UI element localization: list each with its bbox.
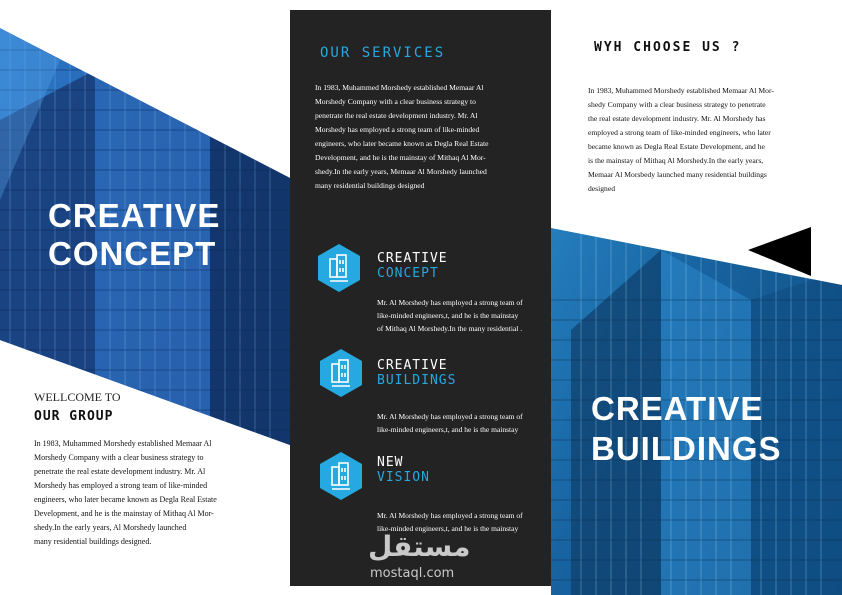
services-paragraph bbox=[315, 81, 540, 193]
mostaql-watermark-url: mostaql.com bbox=[370, 566, 455, 581]
welcome-label: WELLCOME TO bbox=[34, 390, 121, 404]
service-1-desc-line: of Mithaq Al Morshedy.In the many residential . bbox=[377, 324, 523, 333]
left-hero-line1: CREATIVE bbox=[48, 197, 221, 234]
service-1-desc bbox=[377, 296, 542, 335]
left-paragraph-line: Morshedy has employed a strong team of like-minded bbox=[34, 481, 208, 490]
building-hexagon-icon bbox=[318, 451, 364, 501]
right-paragraph-line: became known as Degla Real Estate Development, and he bbox=[588, 142, 765, 151]
right-paragraph-line: the real estate development industry. Mr. Al Morshedy has bbox=[588, 114, 766, 123]
right-paragraph-line: shedy Company with a clear business strategy to penetrate bbox=[588, 100, 766, 109]
left-paragraph bbox=[34, 437, 274, 549]
left-hero-title bbox=[48, 197, 220, 273]
services-paragraph-line: many residential buildings designed bbox=[315, 181, 425, 190]
service-2-desc-line: Mr. Al Morshedy has employed a strong team of bbox=[377, 412, 523, 421]
service-1-title-line2: CONCEPT bbox=[377, 266, 439, 281]
right-hero-line2: BUILDINGS bbox=[591, 430, 782, 467]
services-paragraph-line: engineers, who later became known as Degla Real Estate bbox=[315, 139, 489, 148]
service-1-desc-line: Mr. Al Morshedy has employed a strong team of bbox=[377, 298, 523, 307]
left-paragraph-line: many residential buildings designed. bbox=[34, 537, 152, 546]
service-1-title bbox=[377, 251, 448, 281]
service-3-title bbox=[377, 455, 430, 485]
service-1-title-line1: CREATIVE bbox=[377, 251, 448, 266]
services-paragraph-line: Development, and he is the mainstay of Mithaq Al Mor- bbox=[315, 153, 486, 162]
services-paragraph-line: Morshedy Company with a clear business strategy to bbox=[315, 97, 476, 106]
services-title: OUR SERVICES bbox=[320, 45, 446, 61]
service-1-desc-line: like-minded engineers,t, and he is the mainstay bbox=[377, 311, 519, 320]
mostaql-watermark-logo: مستقل bbox=[368, 530, 471, 563]
service-2-desc-line: like-minded engineers,t, and he is the mainstay bbox=[377, 425, 519, 434]
left-paragraph-line: shedy.In the early years, Al Morshedy launched bbox=[34, 523, 187, 532]
service-3-title-line1: NEW bbox=[377, 455, 404, 470]
building-hexagon-icon bbox=[316, 243, 362, 293]
right-paragraph-line: designed bbox=[588, 184, 615, 193]
service-2-title bbox=[377, 358, 456, 388]
left-paragraph-line: Development, and he is the mainstay of Mithaq Al Mor- bbox=[34, 509, 214, 518]
right-paragraph-line: Memaar Al Morsbedy launched many residential buildings bbox=[588, 170, 767, 179]
service-2-title-line1: CREATIVE bbox=[377, 358, 448, 373]
services-paragraph-line: In 1983, Muhammed Morshedy established Memaar Al bbox=[315, 83, 484, 92]
left-paragraph-line: In 1983, Muhammed Morshedy established Memaar Al bbox=[34, 439, 212, 448]
right-hero-line1: CREATIVE bbox=[591, 390, 764, 427]
left-hero-line2: CONCEPT bbox=[48, 235, 217, 272]
right-hero-title bbox=[591, 389, 782, 469]
service-2-title-line2: BUILDINGS bbox=[377, 373, 457, 388]
left-paragraph-line: engineers, who later became known as Degla Real Estate bbox=[34, 495, 217, 504]
group-title: OUR GROUP bbox=[34, 409, 114, 424]
services-paragraph-line: Morshedy has employed a strong team of like-minded bbox=[315, 125, 480, 134]
why-choose-title: WYH CHOOSE US ? bbox=[594, 40, 742, 55]
service-3-title-line2: VISION bbox=[377, 470, 430, 485]
service-3-desc-line: Mr. Al Morshedy has employed a strong team of bbox=[377, 511, 523, 520]
right-building-photo bbox=[551, 0, 842, 595]
right-paragraph-line: In 1983, Muhammed Morshedy established Memaar Al Mor- bbox=[588, 86, 774, 95]
service-3-desc-line: like-minded engineers,t, and he is the mainstay bbox=[377, 524, 519, 533]
building-hexagon-icon bbox=[318, 348, 364, 398]
left-paragraph-line: Morshedy Company with a clear business strategy to bbox=[34, 453, 204, 462]
right-paragraph-line: employed a strong team of like-minded engineers, who later bbox=[588, 128, 771, 137]
service-2-desc bbox=[377, 410, 542, 436]
services-paragraph-line: shedy.In the early years, Memaar Al Morshedy launched bbox=[315, 167, 487, 176]
services-paragraph-line: penetrate the real estate development industry. Mr. Al bbox=[315, 111, 478, 120]
left-paragraph-line: penetrate the real estate development industry. Mr. Al bbox=[34, 467, 206, 476]
right-paragraph-line: is the mainstay of Mithaq Al Morshedy.In the early years, bbox=[588, 156, 764, 165]
